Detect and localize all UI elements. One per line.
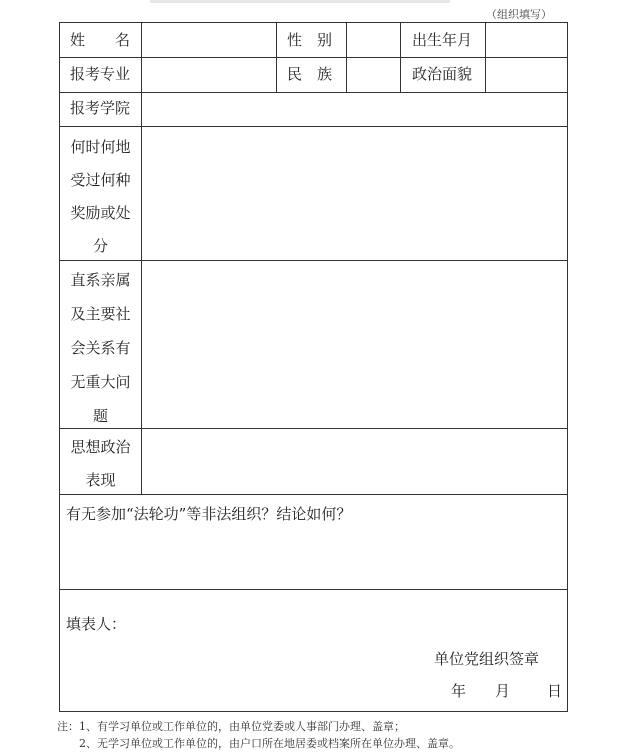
filler-label: 填表人： [66, 615, 127, 633]
note-1: 注：1、有学习单位或工作单位的，由单位党委或人事部门办理、盖章； [57, 720, 405, 733]
date-month: 月 [495, 682, 511, 700]
ideology-label: 思想政治 表现 [70, 438, 131, 489]
political-review-form [59, 22, 568, 712]
org-fill-note: （组织填写） [486, 8, 552, 21]
major-label: 报考专业 [70, 65, 131, 83]
note-2: 2、无学习单位或工作单位的，由户口所在地居委或档案所在单位办理、盖章。 [79, 737, 460, 750]
gender-label: 性 别 [287, 31, 333, 49]
row-divider [60, 126, 567, 127]
political-label: 政治面貌 [412, 65, 473, 83]
row-divider [60, 589, 567, 590]
ethnicity-label: 民 族 [287, 65, 333, 83]
seal-label: 单位党组织签章 [434, 650, 540, 668]
header-decoration [150, 0, 450, 3]
col-divider [346, 23, 347, 92]
name-label: 姓 名 [70, 31, 131, 49]
col-divider [141, 23, 142, 494]
rewards-label: 何时何地 受过何种 奖励或处 分 [70, 138, 131, 255]
college-label: 报考学院 [70, 99, 131, 117]
relatives-label: 直系亲属 及主要社 会关系有 无重大问 题 [70, 271, 131, 425]
col-divider [485, 23, 486, 92]
col-divider [276, 23, 277, 92]
row-divider [60, 57, 567, 58]
row-divider [60, 92, 567, 93]
date-day: 日 [547, 682, 563, 700]
falun-question: 有无参加“法轮功”等非法组织？结论如何？ [66, 505, 352, 523]
col-divider [400, 23, 401, 92]
date-year: 年 [451, 682, 467, 700]
birth-label: 出生年月 [412, 31, 473, 49]
